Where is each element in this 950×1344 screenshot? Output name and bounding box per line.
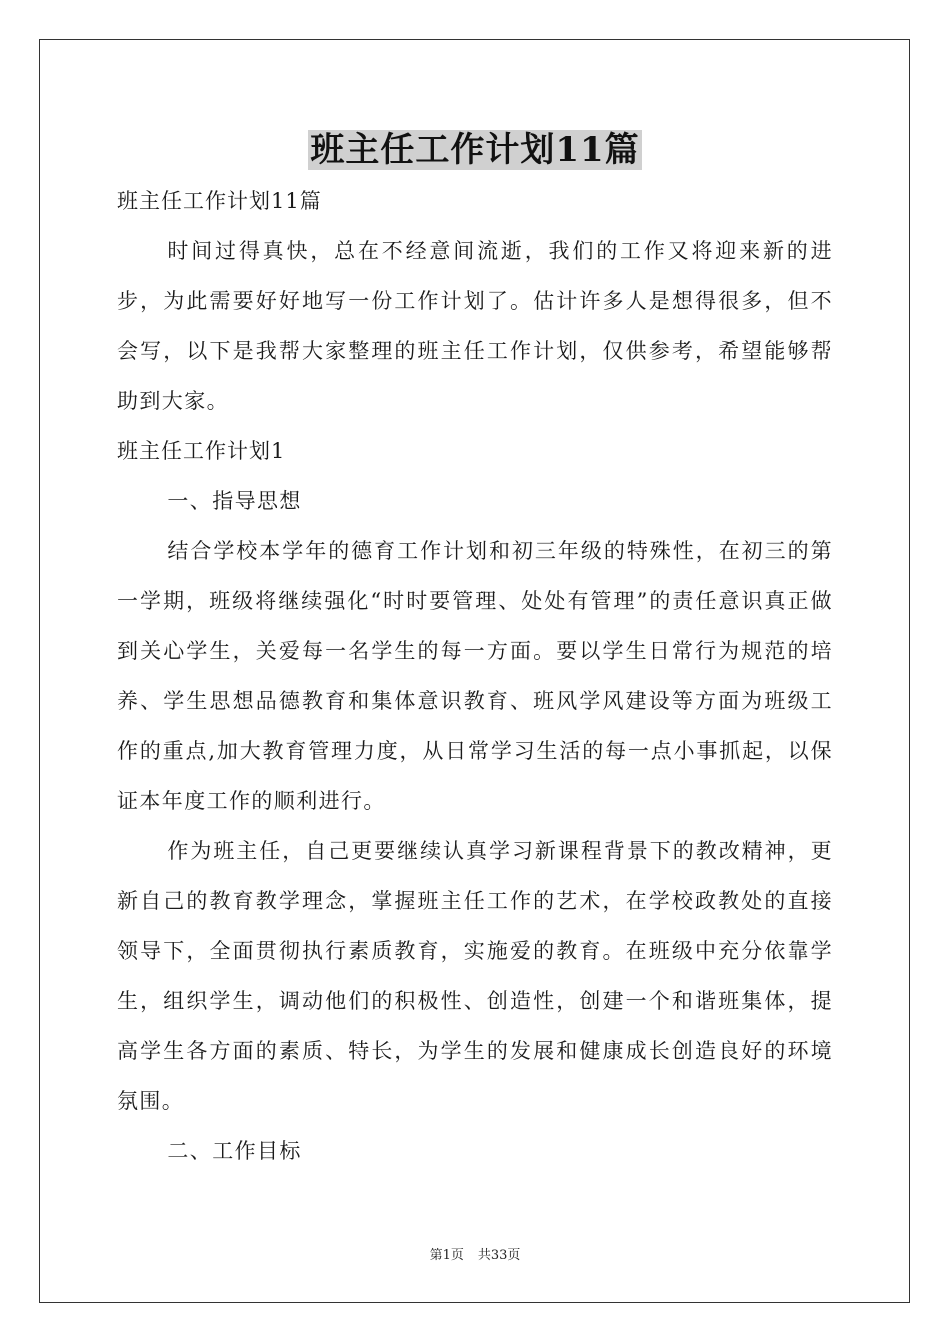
document-title bbox=[0, 128, 950, 172]
paragraph-as-class-teacher: 作为班主任，自己更要继续认真学习新课程背景下的教改精神，更新自己的教育教学理念，掌握班主任工作的艺术，在学校政教处的直接领导下，全面贯彻执行素质教育，实施爱的教育。在班级中充分依靠学生，组织学生，调动他们的积极性、创造性，创建一个和谐班集体，提高学生各方面的素质、特长，为学生的发展和健康成长创造良好的环境氛围。 bbox=[117, 839, 833, 1113]
document-body bbox=[117, 176, 833, 1176]
page-number: 第1页 bbox=[429, 1248, 464, 1263]
section-heading-plan-1: 班主任工作计划1 bbox=[117, 439, 286, 463]
paragraph-guiding-thought: 结合学校本学年的德育工作计划和初三年级的特殊性，在初三的第一学期，班级将继续强化“时时要管理、处处有管理”的责任意识真正做到关心学生，关爱每一名学生的每一方面。要以学生日常行为规范的培养、学生思想品德教育和集体意识教育、班风学风建设等方面为班级工作的重点,加大教育管理力度，从日常学习生活的每一点小事抓起，以保证本年度工作的顺利进行。 bbox=[117, 539, 833, 813]
heading-work-goals: 二、工作目标 bbox=[167, 1139, 302, 1163]
page-footer bbox=[0, 1247, 950, 1265]
subtitle-line: 班主任工作计划11篇 bbox=[117, 189, 322, 213]
document-title-text: 班主任工作计划11篇 bbox=[310, 130, 640, 170]
heading-guiding-thought: 一、指导思想 bbox=[167, 489, 302, 513]
page-total: 共33页 bbox=[477, 1248, 521, 1263]
intro-paragraph: 时间过得真快，总在不经意间流逝，我们的工作又将迎来新的进步，为此需要好好地写一份工作计划了。估计许多人是想得很多，但不会写，以下是我帮大家整理的班主任工作计划，仅供参考，希望能够帮助到大家。 bbox=[117, 239, 833, 413]
